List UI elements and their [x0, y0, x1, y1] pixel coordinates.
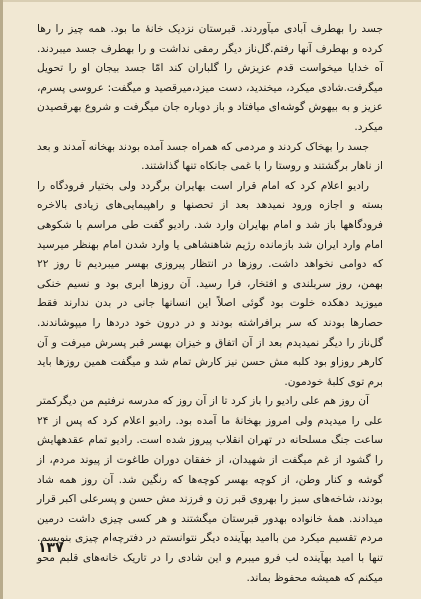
- paragraph-1: جسد را بهطرف آبادی میآوردند. قبرستان نزدیک خانهٔ ما بود. همه چیز را رها کرده و بهطرف آنها رفتم.گل‌ناز دیگر رمقی نداشت و را بهطرف جسد میبردند. آه خدایا میخواست قدم عزیزش را گلباران کند امّا جسد بیجان او را تحویل میگرفت.شادی میکرد، میخندید، دست میزد،میرقصید و میگفت: عروسی پسرم، عزیز و به بیهوش گوشه‌ای میافتاد و باز دوباره جان میگرفت و شروع بهرقصیدن میکرد.: [37, 23, 383, 133]
- paragraph-4: آن روز هم علی رادیو را باز کرد تا از آن روز که مدرسه نرفتیم من دیگرکمتر علی را میدیدم ولی امروز بهخانهٔ ما آمده بود. رادیو اعلام کرد که پس از ۲۴ ساعت جنگ مسلحانه در تهران انقلاب پیروز شده است. رادیو تمام عقدههایش را گشود از غم میگفت از شهیدان، از خفقان دوران طاغوت از پیوند مردم، از گوشه و کنار وطن، از کوچه بهسر کوچه‌ها که رنگین شد. آن روز همه شاد بودند، شاخه‌های سبز را بهروی قبر زن و فرزند مش حسن و پسرعلی اکبر قرار میدادند. همهٔ خانواده بهدور قبرستان میگشتند و هر کسی چیزی داشت درمین مردم تقسیم میکرد من باامید بهآینده دیگر نتوانستم در دفترچه‌ام چیزی بنویسم. تنها با امید بهآینده لب فرو میبرم و این شادی را در تاریک خانه‌های قلبم محو میکنم که همیشه محفوظ بماند.: [37, 395, 383, 584]
- page-number: ۱۳۷: [38, 540, 64, 556]
- page-binding-edge: [0, 0, 3, 599]
- paragraph-2: جسد را بهخاک کردند و مردمی که همراه جسد آمده بودند بهخانه آمدند و بعد از ناهار برگشتند و روستا را با غمی جانکاه تنها گذاشتند.: [37, 140, 383, 173]
- page-top-edge: [0, 0, 421, 2]
- paragraph-3: رادیو اعلام کرد که امام قرار است بهایران برگردد ولی بختیار فرودگاه را بسته و اجازه ورود نمیدهد بعد از تحصنها و راهپیمایی‌های زیادی بالاخره فرودگاهها باز شد و امام بهایران وارد شد. رادیو گفت طی مراسم با شکوهی امام وارد ایران شد بازمانده رژیم شاهنشاهی یا وارد شدن امام بهنظر میرسید که دوامی نخواهد داشت. روزها در انتظار پیروزی بهسر میبردیم تا روز ۲۲ بهمن، روز سربلندی و افتخار، فرا رسید. آن روزها ابری بود و نسیم خنکی میوزید دهکده خلوت بود گوئی اصلاً این انسانها جانی در بدن ندارند فقط حصارها بودند که سر برافراشته بودند و در درون خود دردها را میپوشاندند. گل‌ناز را دیگر نمیدیدم بعد از آن اتفاق و خیزان بهسر قبر پسرش میرفت و آن کارهر روزاو بود کلبه مش حسن نیز کارش تمام شد و میگفت همین روزها باید برم توی کلبهٔ خودمون.: [37, 179, 383, 388]
